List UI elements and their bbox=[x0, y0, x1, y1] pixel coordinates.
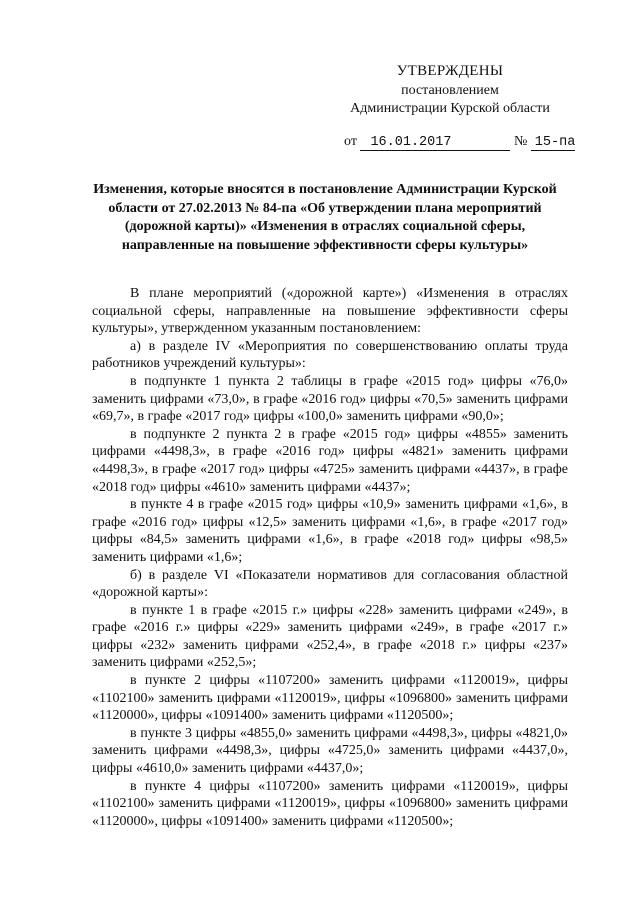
paragraph-section-b: б) в разделе VI «Показатели нормативов для согласования областной «дорожной карты»: bbox=[92, 567, 568, 601]
approval-decree: постановлением bbox=[401, 83, 499, 98]
paragraph-b-2: в пункте 2 цифры «1107200» заменить цифрами «1120019», цифры «1102100» заменить цифрами «1120019», цифры «1096800» заменить цифрами «1120000», цифры «1091400» заменить цифрами «1120500»; bbox=[92, 673, 568, 724]
paragraph-b-4: в пункте 4 цифры «1107200» заменить цифрами «1120019», цифры «1102100» заменить цифрами «1120019», цифры «1096800» заменить цифрами «1120000», цифры «1091400» заменить цифрами «1120500»; bbox=[92, 778, 568, 829]
number-label: № bbox=[513, 134, 528, 149]
paragraph-b-3: в пункте 3 цифры «4855,0» заменить цифрами «4498,3», цифры «4821,0» заменить цифрами «4498,3», цифры «4725,0» заменить цифрами «4437,0», цифры «4610,0» заменить цифрами «4437,0»; bbox=[92, 725, 568, 777]
paragraph-a-1: в подпункте 1 пункта 2 таблицы в графе «2015 год» цифры «76,0» заменить цифрами «73,0», в графе «2016 год» цифры «70,5» заменить цифрами «69,7», в графе «2017 год» цифры «100,0» заменить цифрами «90,0»; bbox=[92, 373, 568, 425]
paragraph-section-a: а) в разделе IV «Мероприятия по совершенствованию оплаты труда работников учреждений культуры»: bbox=[92, 338, 568, 372]
paragraph-a-2: в подпункте 2 пункта 2 в графе «2015 год» цифры «4855» заменить цифрами «4498,3», в графе «2016 год» цифры «4821» заменить цифрами «4498,3», в графе «2017 год» цифры «4725» заменить цифрами «4437», в графе «2018 год» цифры «4610» заменить цифрами «4437»; bbox=[92, 426, 568, 495]
paragraph-b-1: в пункте 1 в графе «2015 г.» цифры «228» заменить цифрами «249», в графе «2016 г.» цифры «229» заменить цифрами «249», в графе «2017 г.» цифры «232» заменить цифрами «252,4», в графе «2018 г.» цифры «237» заменить цифрами «252,5»; bbox=[92, 602, 568, 671]
document-number: 15-па bbox=[531, 136, 575, 151]
document-date: 16.01.2017 bbox=[360, 136, 510, 151]
approval-authority: Администрации Курской области bbox=[350, 101, 550, 116]
date-label: от bbox=[344, 134, 357, 149]
approval-heading: УТВЕРЖДЕНЫ bbox=[396, 63, 504, 79]
paragraph-a-3: в пункте 4 в графе «2015 год» цифры «10,9» заменить цифрами «1,6», в графе «2016 год» цифры «12,5» заменить цифрами «1,6», в графе «2017 год» цифры «84,5» заменить цифрами «1,6», в графе «2018 год» цифры «98,5» заменить цифрами «1,6»; bbox=[92, 497, 568, 565]
paragraph-intro: В плане мероприятий («дорожной карте») «Изменения в отраслях социальной сферы, направленные на повышение эффективности сферы культуры», утвержденном указанным постановлением: bbox=[92, 286, 568, 337]
document-title: Изменения, которые вносятся в постановление Администрации Курской области от 27.02.2013 № 84-па «Об утверждении плана мероприятий (дорожной карты)» «Изменения в отраслях социальной сферы, направленные на повышение эффективности сферы культуры» bbox=[93, 182, 557, 253]
signature-line bbox=[344, 134, 575, 151]
document-body bbox=[92, 285, 568, 830]
